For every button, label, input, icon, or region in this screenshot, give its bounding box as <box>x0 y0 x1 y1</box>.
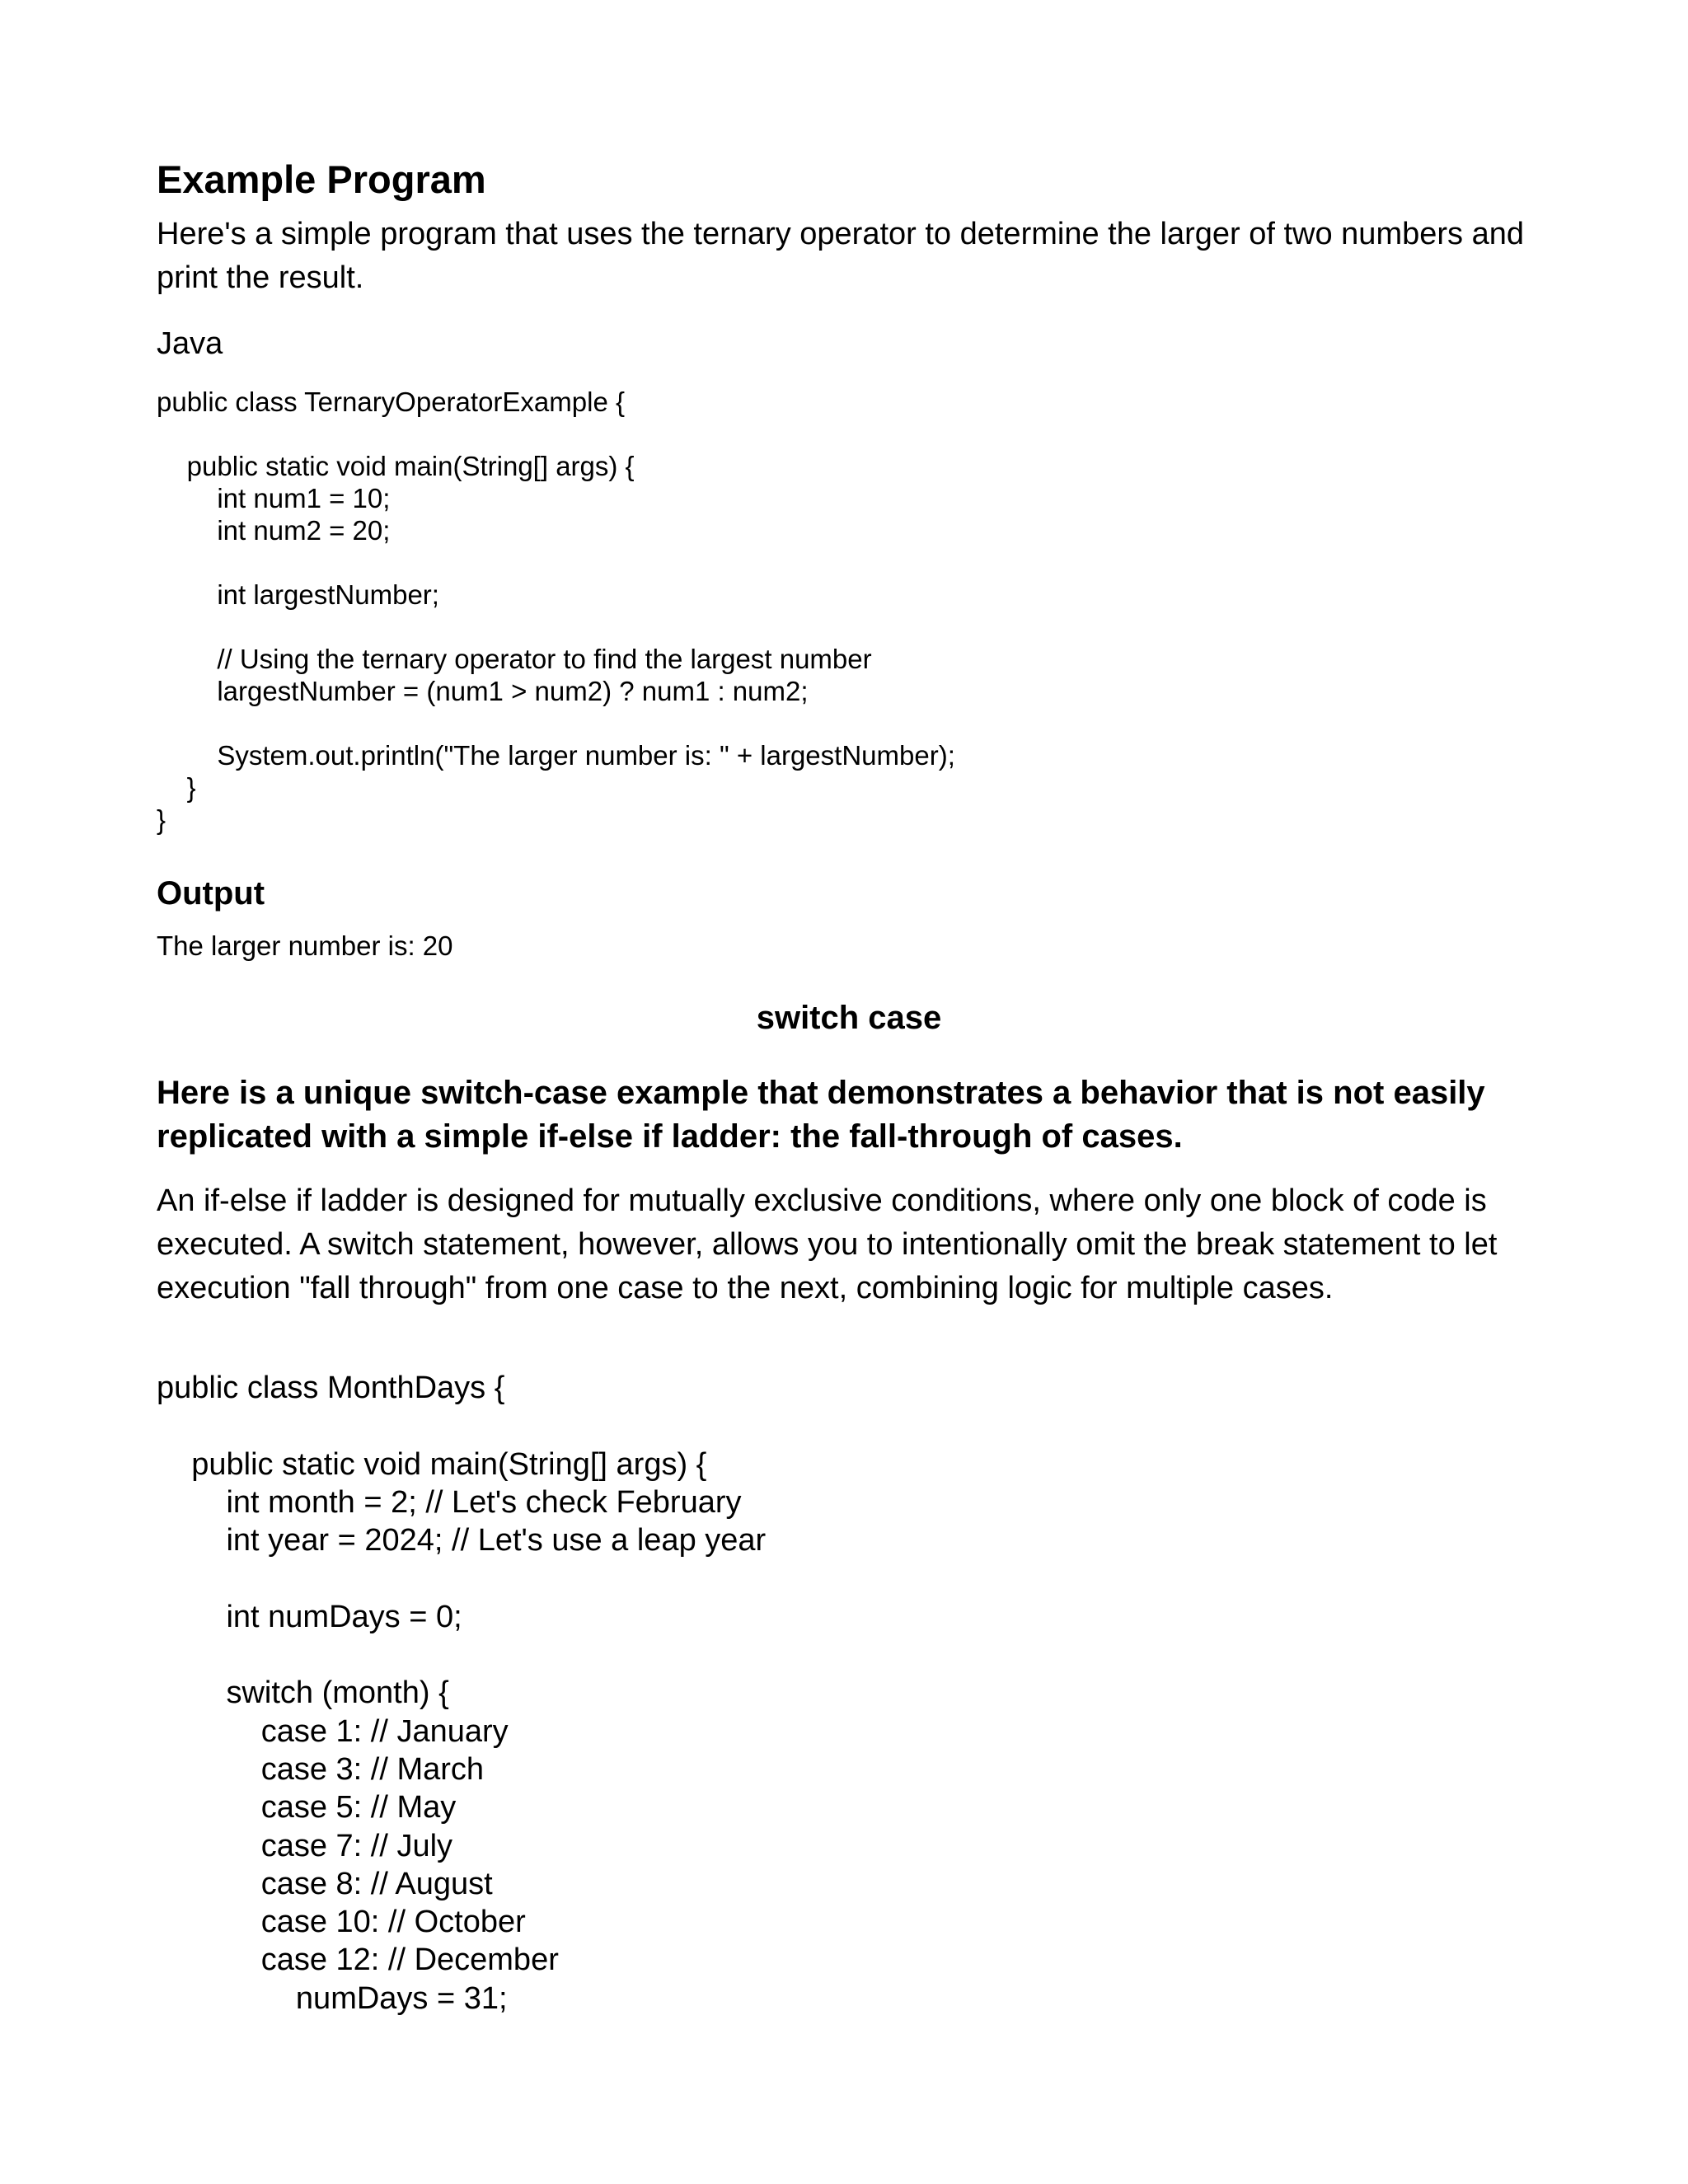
switch-paragraph: An if-else if ladder is designed for mutually exclusive conditions, where only one block of code is executed. A switch statement, however, allows you to intentionally omit the break statement to let execution "fall through" from one case to the next, combining logic for multiple cases. <box>157 1183 1498 1305</box>
ternary-code-block: public class TernaryOperatorExample { public static void main(String[] args) { int num1 = 10; int num2 = 20; int largestNumber; // Using the ternary operator to find the largest number largestNumber = (num1 > num2) ? num1 : num2; System.out.println("The larger number is: " + largestNumber); } } <box>157 387 955 835</box>
switch-code-block: public class MonthDays { public static void main(String[] args) { int month = 2; // Let's check February int year = 2024; // Let's use a leap year int numDays = 0; switch (month) { case 1: // January case 3: // March case 5: // May case 7: // July case 8: // August case 10: // October case 12: // December numDays = 31; <box>157 1371 767 2016</box>
intro-paragraph: Here's a simple program that uses the ternary operator to determine the larger of two numbers and print the result. <box>157 217 1524 295</box>
output-text: The larger number is: 20 <box>157 930 453 961</box>
section-heading: Example Program <box>157 157 486 201</box>
document-page <box>157 0 1541 2184</box>
switch-bold-paragraph: Here is a unique switch-case example that demonstrates a behavior that is not easily replicated with a simple if-else if ladder: the fall-through of cases. <box>157 1075 1485 1155</box>
output-heading: Output <box>157 875 265 912</box>
language-label: Java <box>157 326 223 361</box>
switch-case-heading: switch case <box>756 1000 942 1036</box>
